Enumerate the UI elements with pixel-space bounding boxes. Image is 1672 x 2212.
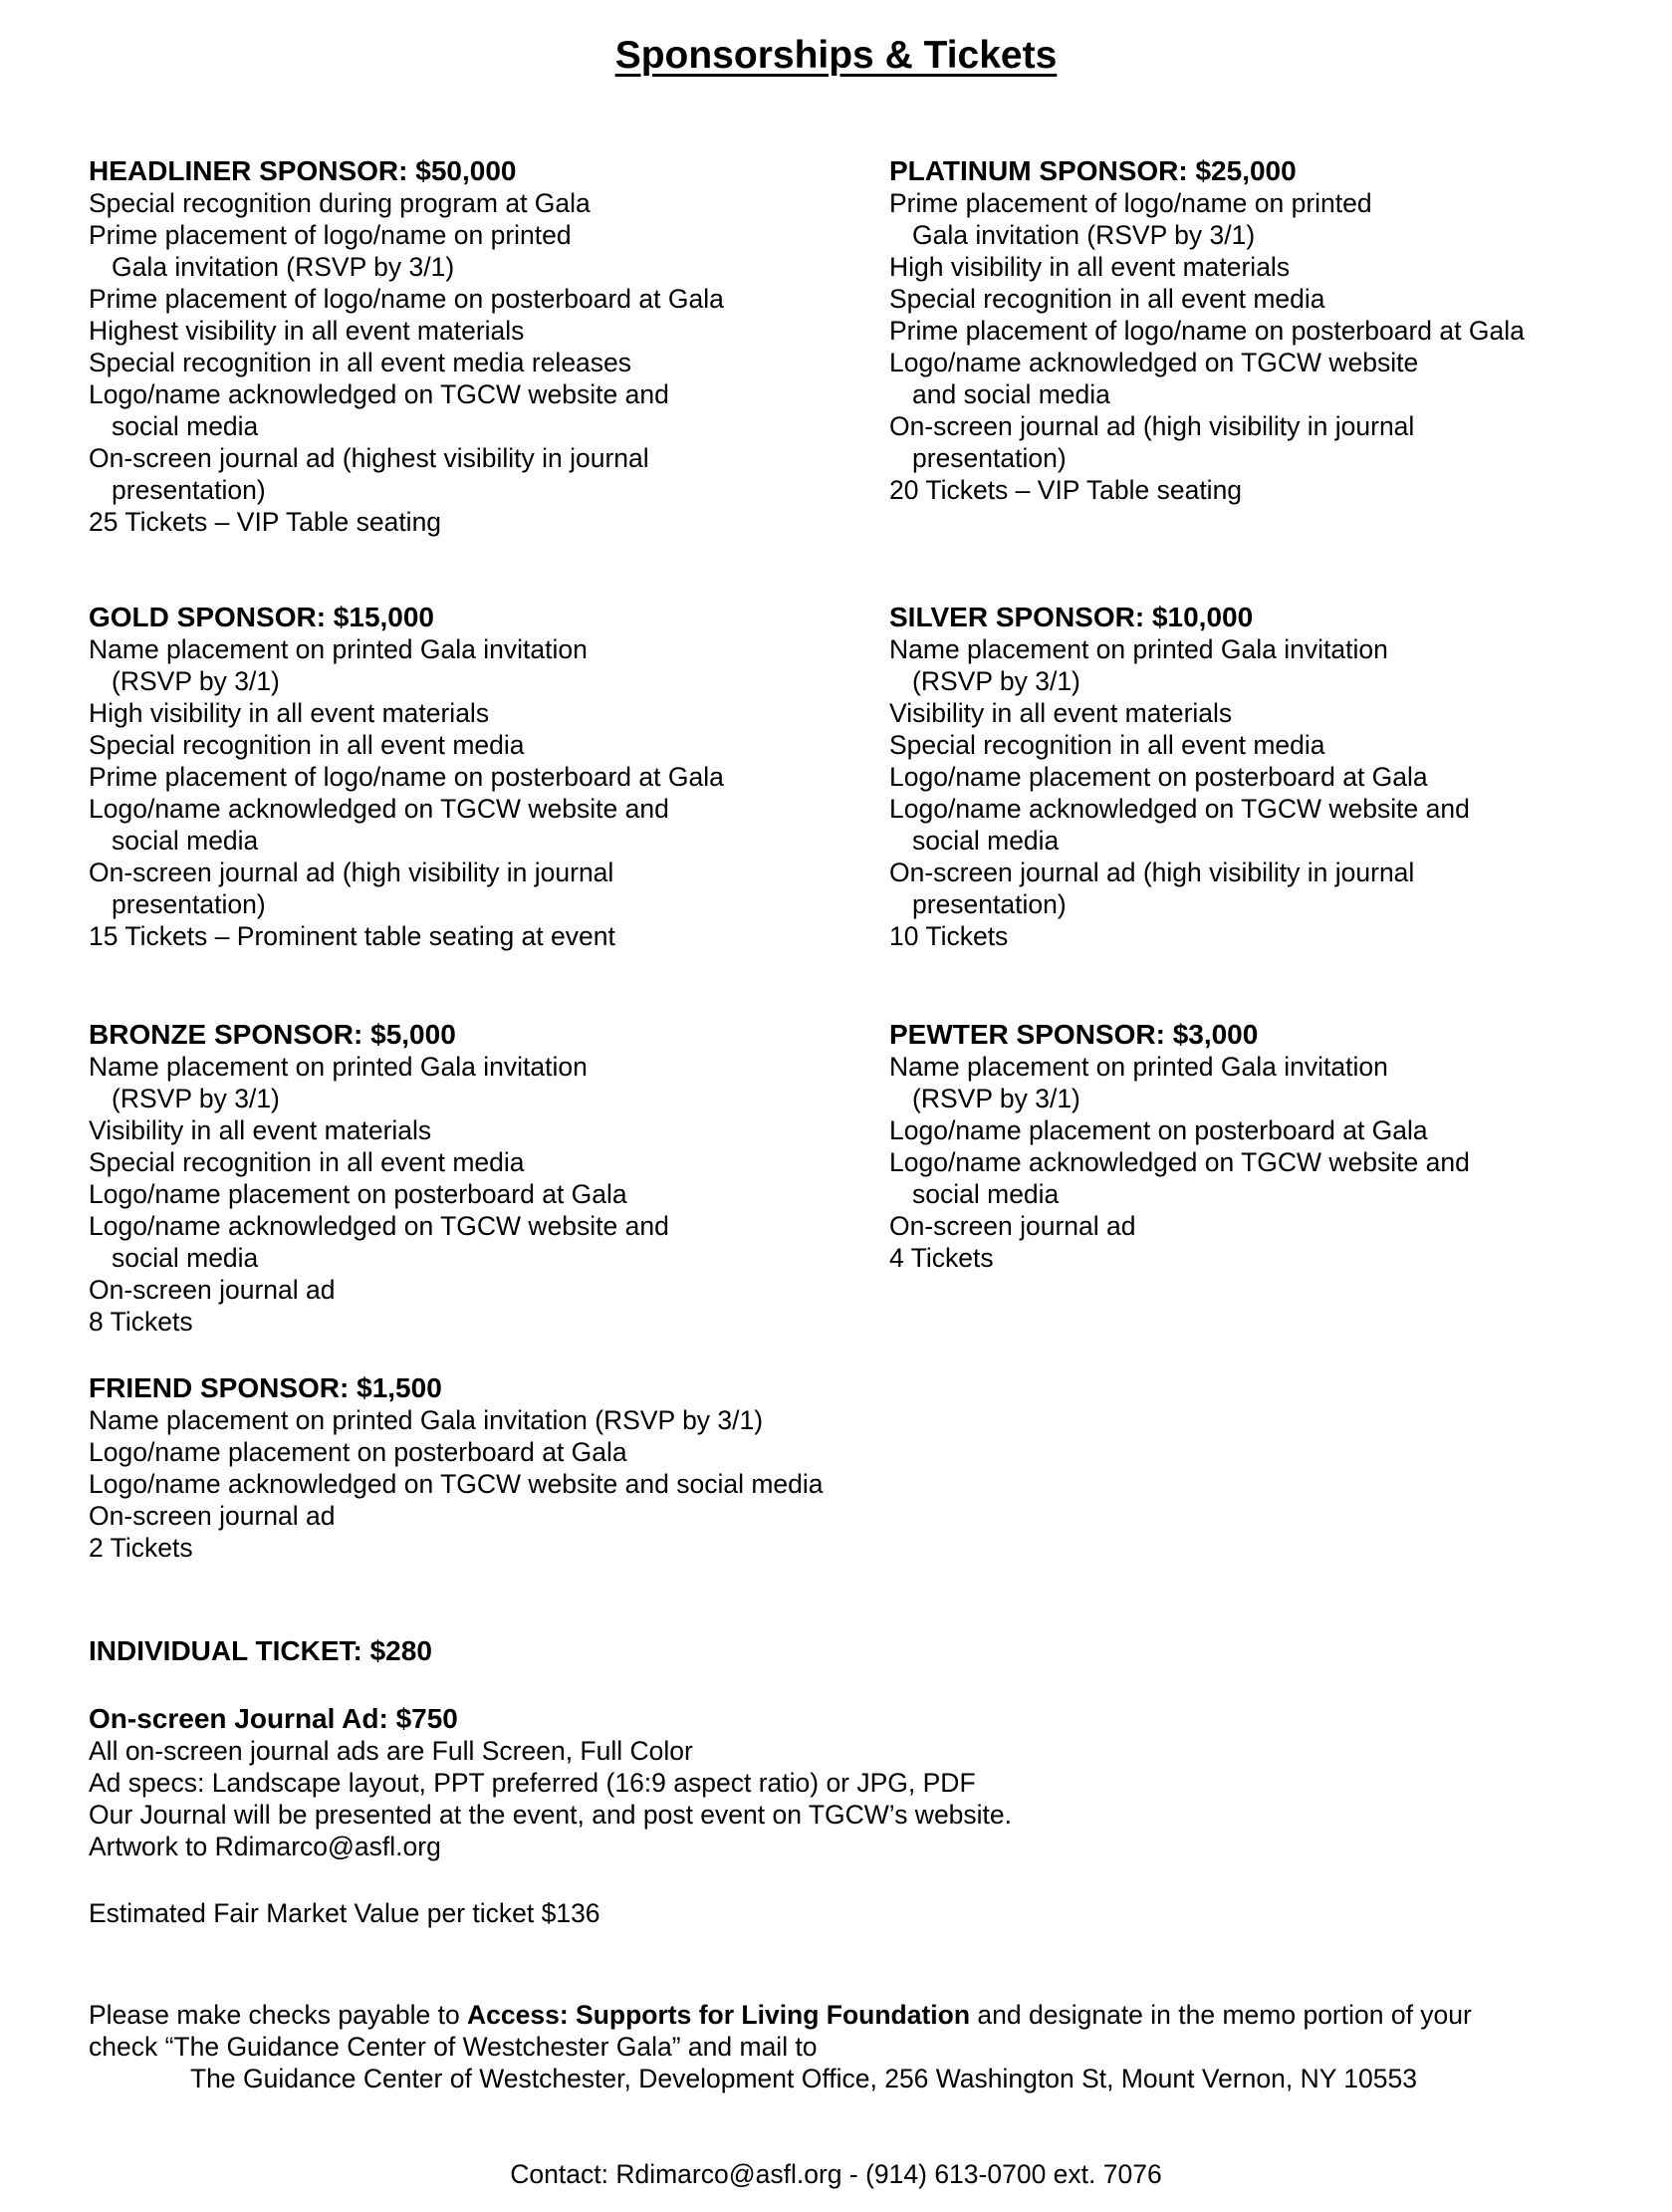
- benefit-item: [89, 1532, 985, 1564]
- benefit-item: [889, 347, 1666, 410]
- benefit-text: Logo/name placement on posterboard at Gala: [889, 762, 1428, 792]
- platinum-benefits-list: [889, 187, 1666, 506]
- benefit-item: [89, 1404, 985, 1436]
- benefit-text: Prime placement of logo/name on posterboard at Gala: [89, 762, 724, 792]
- benefit-text: Prime placement of logo/name on posterboard at Gala: [889, 316, 1525, 346]
- bronze-sponsor-section: [89, 1019, 865, 1338]
- benefit-text: Prime placement of logo/name on printed: [889, 188, 1372, 218]
- benefit-item: [889, 1146, 1666, 1210]
- bronze-sponsor-heading: BRONZE SPONSOR: $5,000: [89, 1019, 456, 1050]
- silver-sponsor-section: [889, 602, 1666, 952]
- benefit-text: Logo/name placement on posterboard at Gala: [889, 1115, 1428, 1145]
- benefit-text: Logo/name acknowledged on TGCW website and: [889, 1147, 1470, 1177]
- benefit-text: 20 Tickets – VIP Table seating: [889, 475, 1243, 505]
- benefit-item: [89, 761, 865, 793]
- benefit-item: [889, 857, 1666, 920]
- friend-benefits-list: [89, 1404, 985, 1564]
- benefit-item: [89, 219, 865, 283]
- benefit-text: Logo/name acknowledged on TGCW website and: [889, 794, 1470, 824]
- benefit-text: Visibility in all event materials: [89, 1115, 432, 1145]
- benefit-item: [889, 633, 1666, 697]
- benefit-text: 8 Tickets: [89, 1307, 193, 1337]
- headliner-benefits-list: [89, 187, 865, 538]
- benefit-continuation: (RSVP by 3/1): [912, 1084, 1080, 1113]
- gold-benefits-list: [89, 633, 865, 952]
- benefit-continuation: and social media: [912, 379, 1110, 409]
- benefit-text: Name placement on printed Gala invitation: [889, 634, 1388, 664]
- benefit-text: Highest visibility in all event materials: [89, 316, 525, 346]
- gold-sponsor-heading: GOLD SPONSOR: $15,000: [89, 602, 435, 632]
- benefit-text: Visibility in all event materials: [889, 698, 1233, 728]
- benefit-item: [89, 1051, 865, 1114]
- benefit-item: [89, 1114, 865, 1146]
- benefit-text: Special recognition in all event media: [889, 284, 1325, 314]
- journal-ad-section: [89, 1703, 1642, 1862]
- benefit-text: High visibility in all event materials: [889, 252, 1291, 282]
- fair-market-value: [89, 1897, 1642, 1929]
- benefit-item: [89, 442, 865, 506]
- journal-ad-line: Ad specs: Landscape layout, PPT preferred (16:9 aspect ratio) or JPG, PDF: [89, 1768, 976, 1798]
- benefit-text: On-screen journal ad (high visibility in journal: [89, 858, 614, 887]
- headliner-sponsor-section: [89, 155, 865, 538]
- benefit-text: On-screen journal ad: [89, 1275, 336, 1305]
- individual-ticket-heading: INDIVIDUAL TICKET: $280: [89, 1635, 432, 1666]
- benefit-item: [889, 251, 1666, 283]
- payment-instructions: [89, 1999, 1642, 2094]
- benefit-text: Name placement on printed Gala invitation: [889, 1052, 1388, 1082]
- benefit-text: Logo/name placement on posterboard at Gala: [89, 1437, 627, 1467]
- benefit-text: Logo/name acknowledged on TGCW website and: [89, 379, 669, 409]
- payee-name: Access: Supports for Living Foundation: [467, 2000, 971, 2030]
- benefit-text: On-screen journal ad (high visibility in journal: [889, 858, 1415, 887]
- benefit-continuation: social media: [112, 826, 259, 856]
- benefit-text: 25 Tickets – VIP Table seating: [89, 507, 442, 537]
- benefit-item: [889, 410, 1666, 474]
- benefit-text: Special recognition in all event media releases: [89, 348, 632, 377]
- benefit-item: [889, 793, 1666, 857]
- benefit-text: On-screen journal ad (high visibility in journal: [889, 411, 1415, 441]
- benefit-item: [889, 761, 1666, 793]
- benefit-item: [889, 474, 1666, 506]
- benefit-item: [889, 283, 1666, 315]
- benefit-item: [89, 1436, 985, 1468]
- benefit-item: [89, 1500, 985, 1532]
- page-title: Sponsorships & Tickets: [614, 34, 1058, 77]
- benefit-item: [889, 729, 1666, 761]
- benefit-continuation: Gala invitation (RSVP by 3/1): [912, 220, 1256, 250]
- journal-ad-heading: On-screen Journal Ad: $750: [89, 1703, 458, 1734]
- benefit-text: Logo/name acknowledged on TGCW website and: [89, 794, 669, 824]
- benefit-item: [89, 633, 865, 697]
- benefit-item: [89, 283, 865, 315]
- benefit-item: [889, 315, 1666, 347]
- benefit-text: 2 Tickets: [89, 1533, 193, 1563]
- platinum-sponsor-section: [889, 155, 1666, 506]
- payment-prefix: Please make checks payable to: [89, 2000, 468, 2030]
- benefit-text: On-screen journal ad: [889, 1211, 1136, 1241]
- silver-benefits-list: [889, 633, 1666, 952]
- headliner-sponsor-heading: HEADLINER SPONSOR: $50,000: [89, 155, 517, 186]
- benefit-text: On-screen journal ad: [89, 1501, 336, 1531]
- benefit-text: 10 Tickets: [889, 921, 1009, 951]
- benefit-continuation: (RSVP by 3/1): [112, 666, 280, 696]
- platinum-sponsor-heading: PLATINUM SPONSOR: $25,000: [889, 155, 1297, 186]
- benefit-continuation: (RSVP by 3/1): [912, 666, 1080, 696]
- benefit-text: Special recognition in all event media: [89, 730, 525, 760]
- benefit-text: Special recognition in all event media: [889, 730, 1325, 760]
- benefit-item: [89, 920, 865, 952]
- benefit-item: [89, 1178, 865, 1210]
- benefit-text: Name placement on printed Gala invitation (RSVP by 3/1): [89, 1405, 764, 1435]
- pewter-sponsor-heading: PEWTER SPONSOR: $3,000: [889, 1019, 1259, 1050]
- benefit-item: [89, 1274, 865, 1306]
- benefit-text: 15 Tickets – Prominent table seating at event: [89, 921, 615, 951]
- journal-ad-line: All on-screen journal ads are Full Screen, Full Color: [89, 1736, 693, 1766]
- pewter-benefits-list: [889, 1051, 1666, 1274]
- benefit-item: [89, 697, 865, 729]
- benefit-item: [89, 315, 865, 347]
- benefit-item: [89, 793, 865, 857]
- benefit-text: Prime placement of logo/name on posterboard at Gala: [89, 284, 724, 314]
- benefit-continuation: presentation): [912, 889, 1067, 919]
- benefit-text: Name placement on printed Gala invitation: [89, 634, 588, 664]
- benefit-item: [89, 1306, 865, 1338]
- fair-market-value-text: Estimated Fair Market Value per ticket $136: [89, 1898, 600, 1928]
- benefit-continuation: (RSVP by 3/1): [112, 1084, 280, 1113]
- benefit-text: Logo/name placement on posterboard at Gala: [89, 1179, 627, 1209]
- benefit-continuation: presentation): [112, 475, 266, 505]
- benefit-text: 4 Tickets: [889, 1243, 994, 1273]
- benefit-continuation: social media: [912, 1179, 1060, 1209]
- benefit-text: Logo/name acknowledged on TGCW website and social media: [89, 1469, 824, 1499]
- payment-line-2: check “The Guidance Center of Westchester Gala” and mail to: [89, 2032, 818, 2062]
- benefit-text: Logo/name acknowledged on TGCW website: [889, 348, 1419, 377]
- benefit-continuation: presentation): [112, 889, 266, 919]
- benefit-continuation: social media: [912, 826, 1060, 856]
- benefit-item: [89, 506, 865, 538]
- payment-suffix: and designate in the memo portion of your: [970, 2000, 1472, 2030]
- bronze-benefits-list: [89, 1051, 865, 1338]
- benefit-continuation: presentation): [912, 443, 1067, 473]
- benefit-item: [889, 1242, 1666, 1274]
- benefit-item: [889, 1210, 1666, 1242]
- friend-sponsor-section: [89, 1372, 985, 1564]
- gold-sponsor-section: [89, 602, 865, 952]
- benefit-item: [89, 857, 865, 920]
- benefit-item: [89, 378, 865, 442]
- benefit-item: [89, 347, 865, 378]
- individual-ticket-section: [89, 1635, 1642, 1667]
- benefit-continuation: Gala invitation (RSVP by 3/1): [112, 252, 455, 282]
- benefit-item: [889, 187, 1666, 251]
- pewter-sponsor-section: [889, 1019, 1666, 1274]
- journal-ad-line: Our Journal will be presented at the event, and post event on TGCW’s website.: [89, 1800, 1013, 1830]
- benefit-continuation: social media: [112, 411, 259, 441]
- benefit-text: Prime placement of logo/name on printed: [89, 220, 572, 250]
- benefit-item: [889, 1114, 1666, 1146]
- silver-sponsor-heading: SILVER SPONSOR: $10,000: [889, 602, 1254, 632]
- benefit-item: [89, 1210, 865, 1274]
- benefit-text: Logo/name acknowledged on TGCW website and: [89, 1211, 669, 1241]
- journal-ad-line: Artwork to Rdimarco@asfl.org: [89, 1832, 441, 1861]
- benefit-item: [889, 1051, 1666, 1114]
- benefit-item: [889, 920, 1666, 952]
- benefit-item: [89, 1146, 865, 1178]
- benefit-item: [89, 187, 865, 219]
- benefit-text: High visibility in all event materials: [89, 698, 490, 728]
- payment-line-1: [89, 1999, 1642, 2031]
- benefit-item: [89, 1468, 985, 1500]
- benefit-text: Special recognition in all event media: [89, 1147, 525, 1177]
- friend-sponsor-heading: FRIEND SPONSOR: $1,500: [89, 1372, 442, 1403]
- mailing-address: The Guidance Center of Westchester, Development Office, 256 Washington St, Mount Vernon, NY 10553: [190, 2064, 1417, 2093]
- benefit-text: Name placement on printed Gala invitation: [89, 1052, 588, 1082]
- benefit-text: Special recognition during program at Gala: [89, 188, 591, 218]
- benefit-continuation: social media: [112, 1243, 259, 1273]
- contact-info: Contact: Rdimarco@asfl.org - (914) 613-0700 ext. 7076: [510, 2159, 1162, 2189]
- benefit-text: On-screen journal ad (highest visibility in journal: [89, 443, 649, 473]
- benefit-item: [89, 729, 865, 761]
- benefit-item: [889, 697, 1666, 729]
